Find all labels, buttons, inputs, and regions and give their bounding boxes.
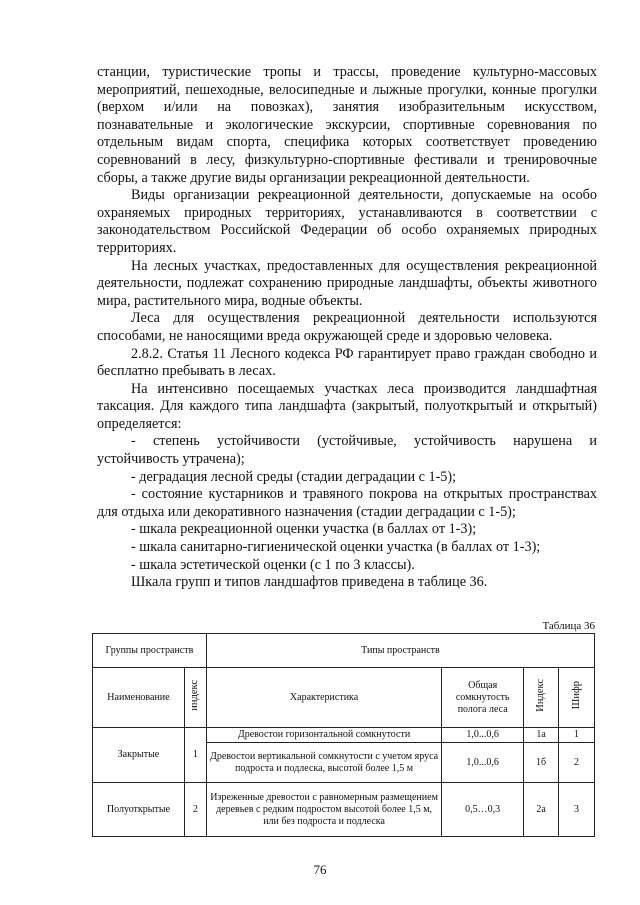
code-cell: 2 bbox=[559, 743, 595, 783]
column-header-code bbox=[559, 668, 595, 728]
column-header-index-label: индекс bbox=[189, 680, 201, 711]
column-header-density: Общая сомкнутость полога леса bbox=[442, 668, 524, 728]
group-name: Полуоткрытые bbox=[93, 783, 185, 837]
group-name: Закрытые bbox=[93, 728, 185, 783]
column-header-name: Наименование bbox=[93, 668, 185, 728]
body-text bbox=[97, 64, 597, 592]
list-item: - степень устойчивости (устойчивые, устойчивость нарушена и устойчивость утрачена); bbox=[97, 433, 597, 468]
column-header-index bbox=[184, 668, 206, 728]
table-row bbox=[93, 783, 595, 837]
code-cell: 3 bbox=[559, 783, 595, 837]
paragraph: Шкала групп и типов ландшафтов приведена в таблице 36. bbox=[131, 574, 488, 591]
paragraph: Леса для осуществления рекреационной деятельности используются способами, не наносящими вреда окружающей среде и здоровью человека. bbox=[97, 310, 597, 344]
group-header: Группы пространств bbox=[93, 634, 207, 668]
column-header-index2-label: Индекс bbox=[535, 679, 547, 712]
column-header-code-label: Шифр bbox=[570, 681, 582, 710]
paragraph: На лесных участках, предоставленных для осуществления рекреационной деятельности, подлежат сохранению природные ландшафты, объекты животного мира, растительного мира, водные объекты. bbox=[97, 257, 597, 309]
characteristic-cell: Изреженные древостои с равномерным размещением деревьев с редким подростом высотой более 1,5 м, или без подроста и подлеска bbox=[206, 783, 441, 837]
page-number: 76 bbox=[313, 862, 327, 877]
list-item: - состояние кустарников и травяного покрова на открытых пространствах для отдыха или декоративного назначения (стадии деградации с 1-5); bbox=[97, 486, 597, 520]
list-item: - деградация лесной среды (стадии деградации с 1-5); bbox=[131, 468, 457, 485]
types-header: Типы пространств bbox=[206, 634, 594, 668]
paragraph: На интенсивно посещаемых участках леса производится ландшафтная таксация. Для каждого типа ландшафта (закрытый, полуоткрытый и открытый) определяется: bbox=[97, 380, 597, 432]
group-index: 2 bbox=[184, 783, 206, 837]
characteristic-cell: Древостои горизонтальной сомкнутости bbox=[206, 728, 441, 743]
index-cell: 2а bbox=[524, 783, 559, 837]
list-item: - шкала рекреационной оценки участка (в баллах от 1-3); bbox=[131, 521, 477, 538]
index-cell: 1б bbox=[524, 743, 559, 783]
group-index: 1 bbox=[184, 728, 206, 783]
density-cell: 0,5…0,3 bbox=[442, 783, 524, 837]
paragraph: Виды организации рекреационной деятельности, допускаемые на особо охраняемых природных территориях, устанавливаются в соответствии с законодательством Российской Федерации об особо охраняемых природных территориях. bbox=[97, 187, 597, 256]
landscape-table bbox=[92, 633, 595, 837]
paragraph: 2.8.2. Статья 11 Лесного кодекса РФ гарантирует право граждан свободно и бесплатно пребывать в лесах. bbox=[97, 345, 597, 380]
list-item: - шкала санитарно-гигиенической оценки участка (в баллах от 1-3); bbox=[131, 539, 541, 556]
table-row bbox=[93, 728, 595, 743]
density-cell: 1,0...0,6 bbox=[442, 743, 524, 783]
column-header-index2 bbox=[524, 668, 559, 728]
characteristic-cell: Древостои вертикальной сомкнутости с учетом яруса подроста и подлеска, высотой более 1,5 м bbox=[206, 743, 441, 783]
index-cell: 1а bbox=[524, 728, 559, 743]
paragraph: станции, туристические тропы и трассы, проведение культурно-массовых мероприятий, пешеходные, велосипедные и лыжные прогулки, конные прогулки (верхом и/или на повозках), занятия изобразительным искусством, познавательные и экологические экскурсии, спортивные соревнования по отдельным видам спорта, специфика которых соответствует проведению соревнований в лесу, физкультурно-спортивные фестивали и тренировочные сборы, а также другие виды организации рекреационной деятельности. bbox=[97, 64, 597, 186]
list-item: - шкала эстетической оценки (с 1 по 3 классы). bbox=[131, 556, 415, 573]
table-caption: Таблица 36 bbox=[542, 620, 595, 632]
density-cell: 1,0...0,6 bbox=[442, 728, 524, 743]
column-header-characteristic: Характеристика bbox=[206, 668, 441, 728]
code-cell: 1 bbox=[559, 728, 595, 743]
